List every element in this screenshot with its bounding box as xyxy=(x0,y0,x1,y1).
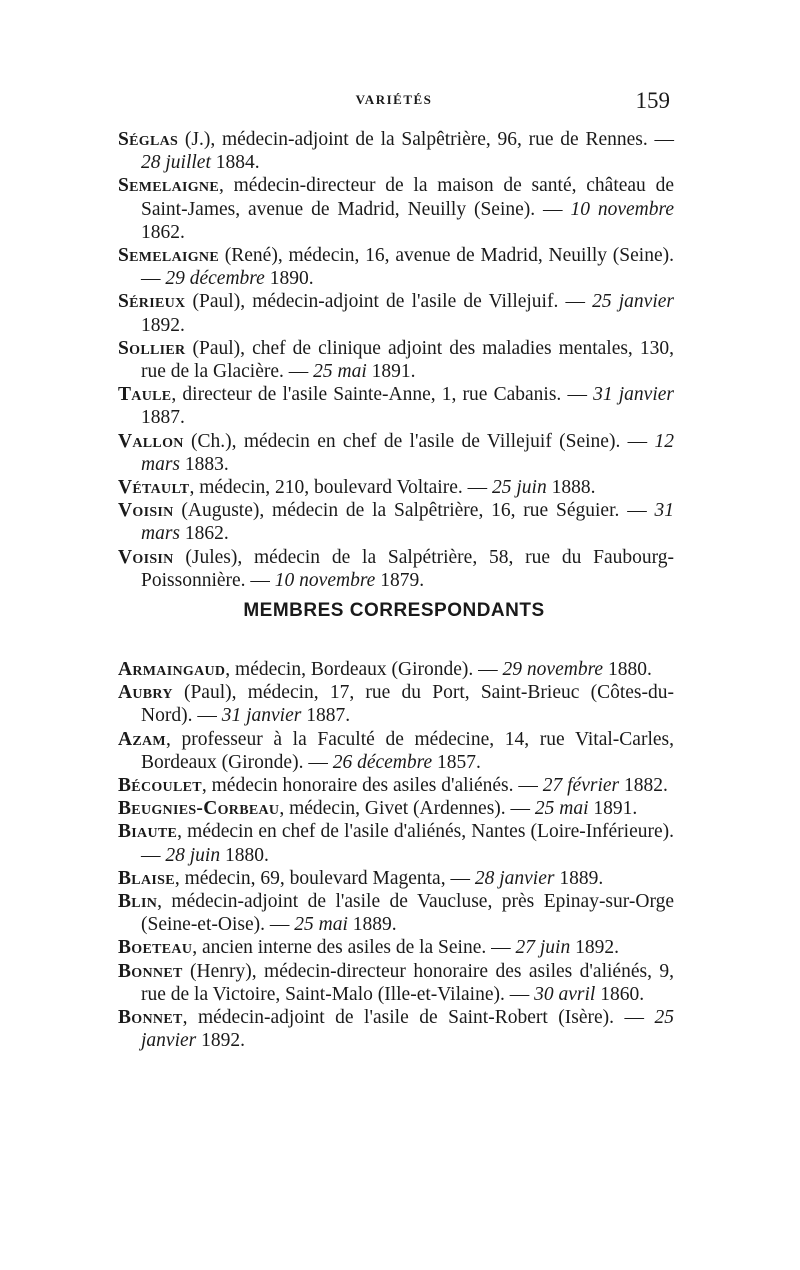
member-entry xyxy=(118,797,674,820)
member-name: Sérieux xyxy=(118,291,186,313)
member-entry xyxy=(118,430,674,476)
member-entry xyxy=(118,1006,674,1052)
member-details: , médecin, Givet (Ardennes). — xyxy=(279,798,535,820)
admission-year: 1891. xyxy=(366,361,416,383)
admission-date: 31 mars xyxy=(141,500,674,545)
member-entry xyxy=(118,658,674,681)
member-name: Blaise xyxy=(118,867,175,889)
member-details: , médecin, 69, boulevard Magenta, — xyxy=(174,867,475,889)
page-number: 159 xyxy=(635,88,670,113)
member-details: , médecin, 210, boulevard Voltaire. — xyxy=(189,477,492,499)
admission-year: 1879. xyxy=(375,569,425,591)
member-details: (Paul), médecin-adjoint de l'asile de Villejuif. — xyxy=(185,291,593,313)
admission-year: 1888. xyxy=(546,477,596,499)
admission-year: 1889. xyxy=(347,914,397,936)
admission-date: 31 janvier xyxy=(593,384,674,406)
member-name: Bécoulet xyxy=(118,775,202,797)
admission-date: 30 avril xyxy=(534,983,596,1005)
member-name: Voisin xyxy=(118,500,174,522)
member-entry xyxy=(118,890,674,936)
admission-date: 25 janvier xyxy=(592,291,674,313)
member-details: (Paul), médecin, 17, rue du Port, Saint-Brieuc (Côtes-du-Nord). — xyxy=(141,682,674,727)
admission-year: 1892. xyxy=(196,1030,245,1052)
member-details: , directeur de l'asile Sainte-Anne, 1, rue Cabanis. — xyxy=(171,384,594,406)
member-details: , professeur à la Faculté de médecine, 14, rue Vital-Carles, Bordeaux (Gironde). — xyxy=(141,728,674,773)
admission-year: 1890. xyxy=(264,268,314,290)
admission-year: 1883. xyxy=(180,453,229,475)
admission-date: 25 juin xyxy=(491,477,547,499)
member-entry xyxy=(118,174,674,244)
admission-year: 1887. xyxy=(141,407,185,429)
admission-year: 1862. xyxy=(180,523,229,545)
member-entry xyxy=(118,936,674,959)
member-entry xyxy=(118,960,674,1006)
running-head xyxy=(118,88,670,116)
member-details: (René), médecin, 16, avenue de Madrid, Neuilly (Seine). — xyxy=(141,245,674,290)
admission-year: 1880. xyxy=(220,844,269,866)
member-name: Bonnet xyxy=(118,1007,183,1029)
member-entry xyxy=(118,244,674,290)
admission-year: 1862. xyxy=(141,221,185,243)
member-name: Armaingaud xyxy=(118,659,226,680)
member-details: , ancien interne des asiles de la Seine. — xyxy=(192,937,516,959)
member-entry xyxy=(118,337,674,383)
member-name: Biaute xyxy=(118,821,178,843)
member-name: Vallon xyxy=(118,430,184,452)
member-name: Taule xyxy=(118,384,172,406)
admission-year: 1892. xyxy=(141,314,185,336)
member-entry xyxy=(118,383,674,429)
member-name: Boeteau xyxy=(118,937,193,959)
member-entry xyxy=(118,546,674,592)
admission-year: 1857. xyxy=(432,751,481,773)
admission-year: 1892. xyxy=(570,937,619,959)
admission-date: 25 mai xyxy=(534,798,589,820)
member-details: (Paul), chef de clinique adjoint des maladies mentales, 130, rue de la Glacière. — xyxy=(141,337,674,383)
running-title: VARIÉTÉS xyxy=(355,92,433,107)
member-name: Voisin xyxy=(118,546,174,568)
member-list-titulaires xyxy=(118,128,674,592)
member-name: Aubry xyxy=(118,682,173,704)
member-name: Blin xyxy=(118,891,158,913)
member-details: , médecin honoraire des asiles d'aliénés. — xyxy=(201,775,543,797)
admission-date: 31 janvier xyxy=(221,705,302,727)
admission-date: 27 février xyxy=(542,775,620,797)
admission-year: 1880. xyxy=(603,659,652,680)
member-name: Beugnies-Corbeau xyxy=(118,798,280,820)
member-name: Azam xyxy=(118,728,166,750)
member-entry xyxy=(118,774,674,797)
member-name: Semelaigne xyxy=(118,245,219,267)
member-details: (Henry), médecin-directeur honoraire des asiles d'aliénés, 9, rue de la Victoire, Saint-Malo (Ille-et-Vilaine). — xyxy=(141,960,674,1005)
member-details: , médecin-adjoint de l'asile de Saint-Robert (Isère). — xyxy=(182,1007,655,1029)
admission-date: 28 janvier xyxy=(474,867,555,889)
admission-date: 10 novembre xyxy=(570,198,674,220)
member-entry xyxy=(118,476,674,499)
admission-year: 1889. xyxy=(554,867,604,889)
admission-date: 28 juin xyxy=(165,844,221,866)
admission-date: 25 janvier xyxy=(141,1007,674,1052)
admission-year: 1891. xyxy=(588,798,638,820)
member-details: , médecin, Bordeaux (Gironde). — xyxy=(225,659,503,680)
member-entry xyxy=(118,728,674,774)
member-details: (Auguste), médecin de la Salpêtrière, 16, rue Séguier. — xyxy=(173,500,655,522)
member-entry xyxy=(118,867,674,890)
admission-year: 1884. xyxy=(210,152,260,174)
admission-date: 10 novembre xyxy=(274,569,376,591)
member-name: Semelaigne xyxy=(118,175,219,197)
admission-date: 25 mai xyxy=(294,914,348,936)
member-details: (Jules), médecin de la Salpétrière, 58, rue du Faubourg-Poissonnière. — xyxy=(141,546,674,591)
member-name: Sollier xyxy=(118,337,186,359)
member-details: (Ch.), médecin en chef de l'asile de Villejuif (Seine). — xyxy=(183,430,655,452)
member-details: (J.), médecin-adjoint de la Salpêtrière, 96, rue de Rennes. — xyxy=(178,129,674,150)
admission-year: 1860. xyxy=(595,983,645,1005)
member-details: , médecin-directeur de la maison de santé, château de Saint-James, avenue de Madrid, Neuilly (Seine). — xyxy=(141,175,674,220)
member-entry xyxy=(118,681,674,727)
member-name: Vétault xyxy=(118,477,190,499)
admission-date: 12 mars xyxy=(141,430,674,475)
admission-date: 26 décembre xyxy=(332,751,433,773)
section-heading: MEMBRES CORRESPONDANTS xyxy=(243,600,545,621)
admission-date: 25 mai xyxy=(313,361,367,383)
member-details: , médecin-adjoint de l'asile de Vaucluse, près Epinay-sur-Orge (Seine-et-Oise). — xyxy=(141,891,674,936)
member-entry xyxy=(118,820,674,866)
admission-date: 27 juin xyxy=(515,937,571,959)
member-list-correspondants xyxy=(118,658,674,1052)
admission-year: 1887. xyxy=(301,705,351,727)
member-entry xyxy=(118,499,674,545)
member-name: Séglas xyxy=(118,129,179,150)
admission-date: 29 décembre xyxy=(165,268,265,290)
admission-date: 29 novembre xyxy=(502,659,604,680)
member-details: , médecin en chef de l'asile d'aliénés, Nantes (Loire-Inférieure). — xyxy=(141,821,674,866)
member-entry xyxy=(118,290,674,336)
member-name: Bonnet xyxy=(118,960,183,982)
admission-year: 1882. xyxy=(619,775,668,797)
admission-date: 28 juillet xyxy=(141,152,211,174)
member-entry xyxy=(118,128,674,174)
